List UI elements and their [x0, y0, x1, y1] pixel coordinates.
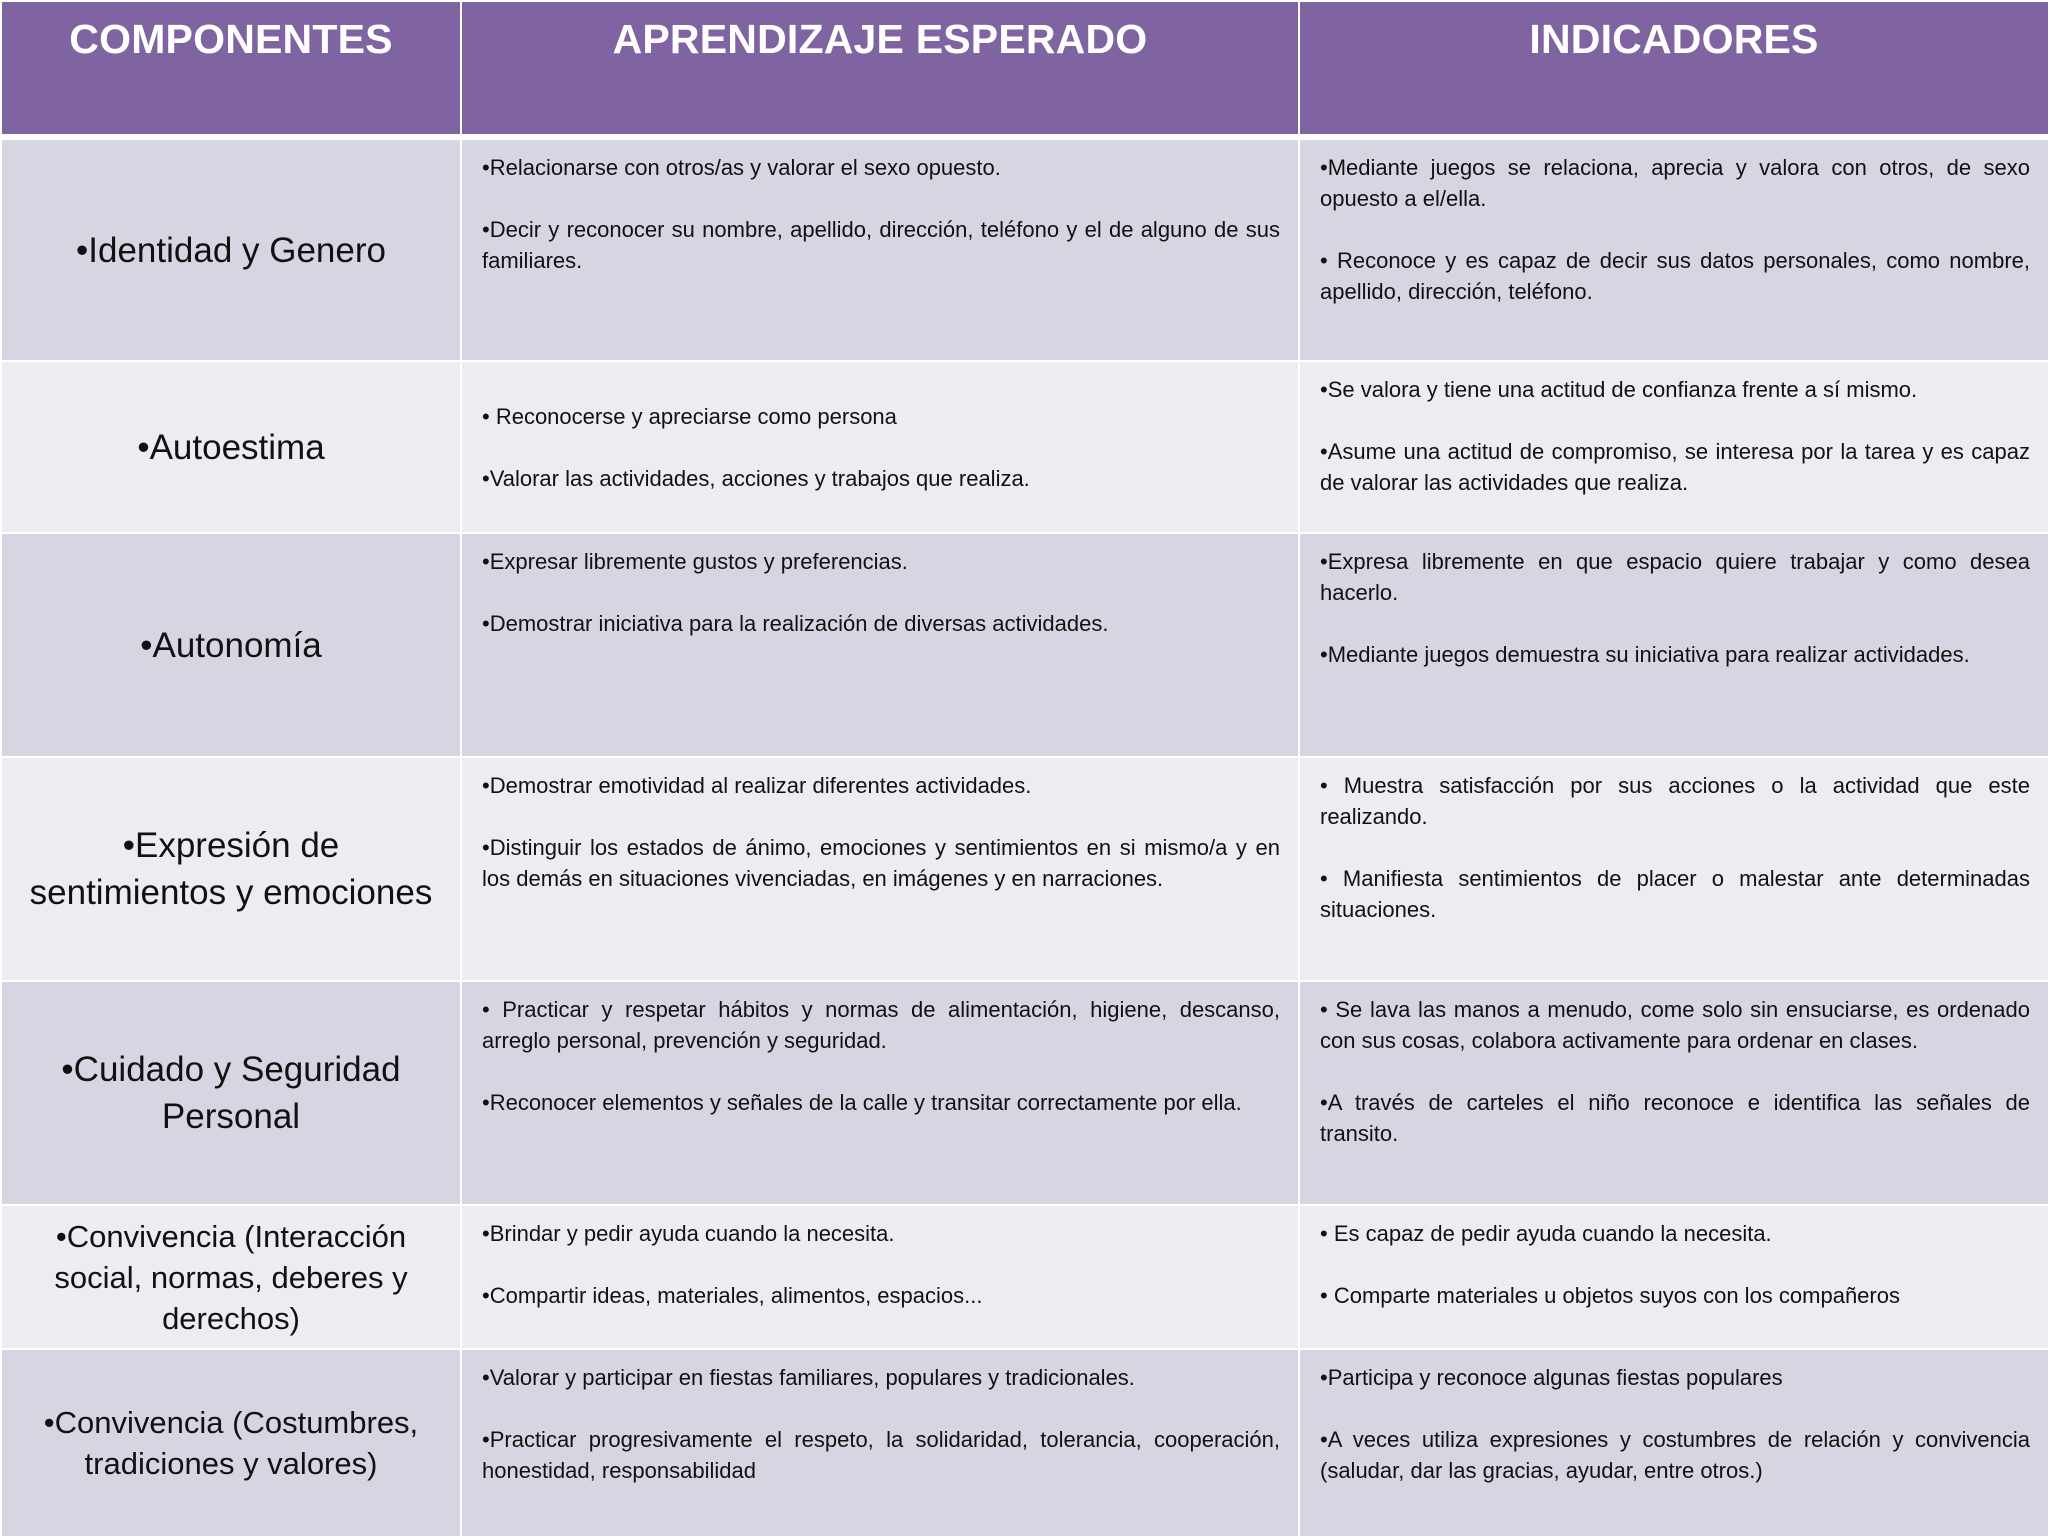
indicador-item: •A través de carteles el niño reconoce e identifica las señales de transito.: [1320, 1090, 2030, 1146]
indicador-item: •Expresa libremente en que espacio quiere trabajar y como desea hacerlo.: [1320, 549, 2030, 605]
aprendizaje-item: •Distinguir los estados de ánimo, emociones y sentimientos en si mismo/a y en los demás en situaciones vivenciadas, en imágenes y en narraciones.: [482, 835, 1280, 891]
indicador-item: • Muestra satisfacción por sus acciones o la actividad que este realizando.: [1320, 773, 2030, 829]
aprendizaje-item: •Reconocer elementos y señales de la calle y transitar correctamente por ella.: [482, 1090, 1242, 1115]
header-indicadores: INDICADORES: [1299, 1, 2048, 137]
aprendizaje-cell: [461, 1349, 1299, 1537]
table-row: [1, 533, 2048, 757]
indicadores-cell: [1299, 1349, 2048, 1537]
indicador-item: •Asume una actitud de compromiso, se interesa por la tarea y es capaz de valorar las actividades que realiza.: [1320, 439, 2030, 495]
aprendizaje-item: •Compartir ideas, materiales, alimentos, espacios...: [482, 1283, 983, 1308]
header-row: [1, 1, 2048, 137]
component-cell: •Identidad y Genero: [1, 137, 461, 361]
indicador-item: • Manifiesta sentimientos de placer o malestar ante determinadas situaciones.: [1320, 866, 2030, 922]
indicador-item: •Mediante juegos se relaciona, aprecia y valora con otros, de sexo opuesto a el/ella.: [1320, 155, 2030, 211]
aprendizaje-item: •Valorar y participar en fiestas familiares, populares y tradicionales.: [482, 1365, 1135, 1390]
aprendizaje-cell: [461, 1205, 1299, 1349]
header-componentes: COMPONENTES: [1, 1, 461, 137]
indicadores-cell: [1299, 361, 2048, 533]
indicador-item: •Mediante juegos demuestra su iniciativa para realizar actividades.: [1320, 642, 1970, 667]
aprendizaje-item: •Demostrar iniciativa para la realización de diversas actividades.: [482, 611, 1109, 636]
aprendizaje-item: • Reconocerse y apreciarse como persona: [482, 403, 897, 429]
aprendizaje-item: •Demostrar emotividad al realizar diferentes actividades.: [482, 773, 1032, 798]
component-cell: •Expresión de sentimientos y emociones: [1, 757, 461, 981]
component-cell: •Cuidado y Seguridad Personal: [1, 981, 461, 1205]
table-row: [1, 981, 2048, 1205]
indicadores-cell: [1299, 981, 2048, 1205]
indicador-item: •A veces utiliza expresiones y costumbres de relación y convivencia (saludar, dar las gracias, ayudar, entre otros.): [1320, 1427, 2030, 1483]
aprendizaje-cell: [461, 361, 1299, 533]
aprendizaje-item: •Practicar progresivamente el respeto, la solidaridad, tolerancia, cooperación, honestidad, responsabilidad: [482, 1427, 1280, 1483]
aprendizaje-cell: [461, 981, 1299, 1205]
indicadores-cell: [1299, 757, 2048, 981]
aprendizaje-item: • Practicar y respetar hábitos y normas de alimentación, higiene, descanso, arreglo personal, prevención y seguridad.: [482, 997, 1280, 1053]
component-cell: •Convivencia (Costumbres, tradiciones y valores): [1, 1349, 461, 1537]
aprendizaje-item: •Decir y reconocer su nombre, apellido, dirección, teléfono y el de alguno de sus familiares.: [482, 217, 1280, 273]
indicadores-cell: [1299, 137, 2048, 361]
table-row: [1, 757, 2048, 981]
table-row: [1, 361, 2048, 533]
indicador-item: • Es capaz de pedir ayuda cuando la necesita.: [1320, 1221, 1772, 1246]
table-row: [1, 137, 2048, 361]
indicador-item: • Comparte materiales u objetos suyos con los compañeros: [1320, 1283, 1900, 1308]
aprendizaje-cell: [461, 757, 1299, 981]
aprendizaje-cell: [461, 137, 1299, 361]
component-cell: •Autoestima: [1, 361, 461, 533]
aprendizaje-item: •Expresar libremente gustos y preferencias.: [482, 549, 908, 574]
aprendizaje-item: •Valorar las actividades, acciones y trabajos que realiza.: [482, 465, 1030, 491]
indicador-item: •Se valora y tiene una actitud de confianza frente a sí mismo.: [1320, 377, 1918, 402]
indicador-item: • Reconoce y es capaz de decir sus datos personales, como nombre, apellido, dirección, teléfono.: [1320, 248, 2030, 304]
aprendizaje-cell: [461, 533, 1299, 757]
component-cell: •Autonomía: [1, 533, 461, 757]
table-row: [1, 1205, 2048, 1349]
header-aprendizaje-esperado: APRENDIZAJE ESPERADO: [461, 1, 1299, 137]
indicadores-cell: [1299, 533, 2048, 757]
aprendizaje-item: •Brindar y pedir ayuda cuando la necesita.: [482, 1221, 895, 1246]
table-row: [1, 1349, 2048, 1537]
indicador-item: •Participa y reconoce algunas fiestas populares: [1320, 1365, 1783, 1390]
indicador-item: • Se lava las manos a menudo, come solo sin ensuciarse, es ordenado con sus cosas, colabora activamente para ordenar en clases.: [1320, 997, 2030, 1053]
aprendizaje-item: •Relacionarse con otros/as y valorar el sexo opuesto.: [482, 155, 1001, 180]
component-cell: •Convivencia (Interacción social, normas, deberes y derechos): [1, 1205, 461, 1349]
indicadores-cell: [1299, 1205, 2048, 1349]
